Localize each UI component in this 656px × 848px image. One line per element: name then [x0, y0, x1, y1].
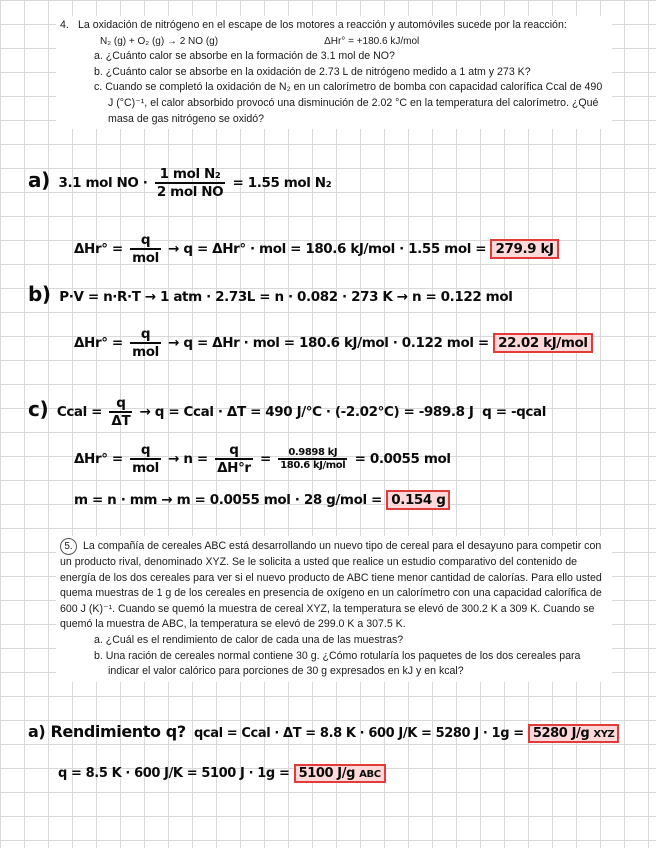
answer-4c-box: 0.154 g [386, 490, 450, 510]
yield-label: a) Rendimiento q? [28, 722, 186, 741]
answer-4b-box: 22.02 kJ/mol [493, 333, 593, 353]
solution-4c-line2: ΔHr° = $\frac{q}{\text{mol}}$ → n = $\frac{q}{\Delta H^\circ r}$ = $\frac{0.9898 kJ}{\text{180.6 kJ/mol}}$ = 0.0055 mol [74, 442, 451, 476]
part-c-label: c) [28, 397, 49, 421]
answer-abc-tag: ABC [359, 769, 381, 780]
heat-sign-note: q = -qcal [482, 404, 546, 420]
question-5a: a. ¿Cuál es el rendimiento de calor de cada una de las muestras? [94, 633, 404, 646]
solution-5a-line2: q = 8.5 K · 600 J/K = 5100 J · 1g = 5100 J/g ABC [58, 766, 386, 781]
conversion-fraction: $\frac{\text{1 mol N₂}}{\text{2 mol NO}}$ [156, 166, 224, 200]
part-b-label: b) [28, 282, 51, 306]
solution-4c-line1: c) Ccal = $\frac{q}{\Delta T}$ → q = Ccal · ΔT = 490 J/°C · (-2.02°C) = -989.8 J q = -qcal [28, 395, 546, 429]
problem-5-statement: 5. La compañía de cereales ABC está desarrollando un nuevo tipo de cereal para el desayuno para competir con un producto rival, denominado XYZ. Se le solicita a usted que realice un estudio comparativo del contenido de energía de los dos cereales para ver si el nuevo producto de ABC tiene menor cantidad de calorías. Para ello usted quema muestras de 1 g de los cereales en presencia de oxígeno en un calorímetro con una capacidad calorífica de 600 J (K)⁻¹. Cuando se quemó la muestra de cereal XYZ, la temperatura se elevó de 300.2 K a 309 K. Cuando se quemó la muestra de ABC, la temperatura se elevó de 299.0 K a 307.5 K. [60, 540, 602, 631]
question-4b: b. ¿Cuánto calor se absorbe en la oxidación de 2.73 L de nitrógeno medido a 1 atm y 273 K? [94, 65, 531, 78]
reaction-equation: N₂ (g) + O₂ (g) → 2 NO (g) ΔHr° = +180.6 kJ/mol [100, 35, 420, 47]
problem-4-statement: 4. La oxidación de nitrógeno en el escape de los motores a reacción y automóviles sucede por la reacción: [60, 18, 608, 34]
solution-4a-line2: ΔHr° = $\frac{q}{\text{mol}}$ → q = ΔHr° · mol = 180.6 kJ/mol · 1.55 mol = 279.9 kJ [74, 232, 559, 266]
question-4c: c. Cuando se completó la oxidación de N₂ en un calorímetro de bomba con capacidad calorífica Ccal de 490 J (°C)⁻¹, el calor absorbido provocó una disminución de 2.02 °C en la temperatura del calorímetro. ¿Qué masa de gas nitrógeno se oxidó? [94, 81, 603, 125]
problem-4-number: 4. [60, 19, 69, 31]
problem-5-block [56, 536, 612, 682]
part-a-label: a) [28, 168, 50, 192]
question-4a: a. ¿Cuánto calor se absorbe en la formación de 3.1 mol de NO? [94, 50, 395, 63]
problem-4-block [56, 16, 612, 129]
solution-4c-line3: m = n · mm → m = 0.0055 mol · 28 g/mol = 0.154 g [74, 492, 450, 508]
reaction-enthalpy: ΔHr° = +180.6 kJ/mol [324, 35, 420, 47]
question-5b: b. Una ración de cereales normal contiene 30 g. ¿Cómo rotularía los paquetes de los dos cereales para indicar el valor calórico para porciones de 30 g expresados en kJ y en kcal? [94, 649, 581, 678]
answer-abc-box: 5100 J/g ABC [294, 764, 386, 783]
solution-4a-line1: a) 3.1 mol NO · $\frac{\text{1 mol N₂}}{\text{2 mol NO}}$ = 1.55 mol N₂ [28, 166, 332, 200]
solution-5a-line1: a) Rendimiento q? qcal = Ccal · ΔT = 8.8 K · 600 J/K = 5280 J · 1g = 5280 J/g XYZ [28, 722, 619, 741]
answer-xyz-tag: XYZ [593, 729, 615, 740]
answer-4a-box: 279.9 kJ [490, 239, 558, 259]
solution-4b-line1: b) P·V = n·R·T → 1 atm · 2.73L = n · 0.082 · 273 K → n = 0.122 mol [28, 282, 513, 306]
problem-5-number-circle: 5. [60, 538, 77, 555]
answer-xyz-box: 5280 J/g XYZ [528, 724, 620, 743]
solution-4b-line2: ΔHr° = $\frac{q}{\text{mol}}$ → q = ΔHr · mol = 180.6 kJ/mol · 0.122 mol = 22.02 kJ/mol [74, 326, 593, 360]
